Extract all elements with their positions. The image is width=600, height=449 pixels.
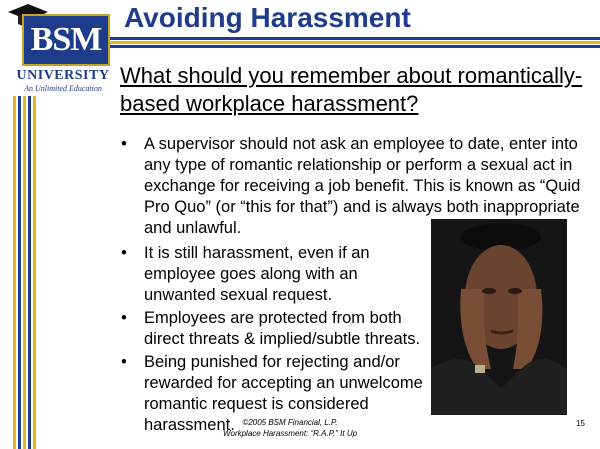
bullet-dot: • bbox=[121, 135, 127, 153]
bullet-dot: • bbox=[121, 244, 127, 262]
bullet-text: Employees are protected from both direct threats & implied/subtle threats. bbox=[144, 309, 421, 348]
logo-university-text: UNIVERSITY bbox=[16, 68, 110, 83]
footer-copyright: ©2005 BSM Financial, L.P. bbox=[242, 418, 338, 427]
logo-wordmark: BSM bbox=[22, 14, 110, 66]
header-divider bbox=[110, 37, 600, 49]
logo-tagline: An Unlimited Education bbox=[24, 84, 102, 93]
slide-footer bbox=[200, 417, 380, 439]
side-divider bbox=[13, 96, 38, 449]
bullet-item bbox=[117, 243, 432, 306]
bullet-dot: • bbox=[121, 309, 127, 327]
bullet-dot: • bbox=[121, 353, 127, 371]
bullet-text: It is still harassment, even if an employee goes along with an unwanted sexual request. bbox=[144, 244, 370, 304]
bsm-university-logo bbox=[6, 2, 110, 98]
page-number: 15 bbox=[576, 419, 585, 428]
bullet-item bbox=[117, 308, 432, 350]
bullet-text: Being punished for rejecting and/or rewarded for accepting an unwelcome romantic request is considered harassment. bbox=[144, 353, 423, 434]
slide-subtitle: What should you remember about romantically-based workplace harassment? bbox=[120, 63, 583, 116]
distressed-man-photo bbox=[431, 219, 567, 415]
footer-course-name: Workplace Harassment: “R.A.P.” It Up bbox=[222, 429, 358, 438]
bullet-text: A supervisor should not ask an employee to date, enter into any type of romantic relationship or perform a sexual act in exchange for receiving a job benefit. This is known as “Quid Pro Quo” (or “this for that”) and is always both inappropriate and unlawful. bbox=[144, 135, 581, 237]
slide-title: Avoiding Harassment bbox=[124, 2, 411, 33]
